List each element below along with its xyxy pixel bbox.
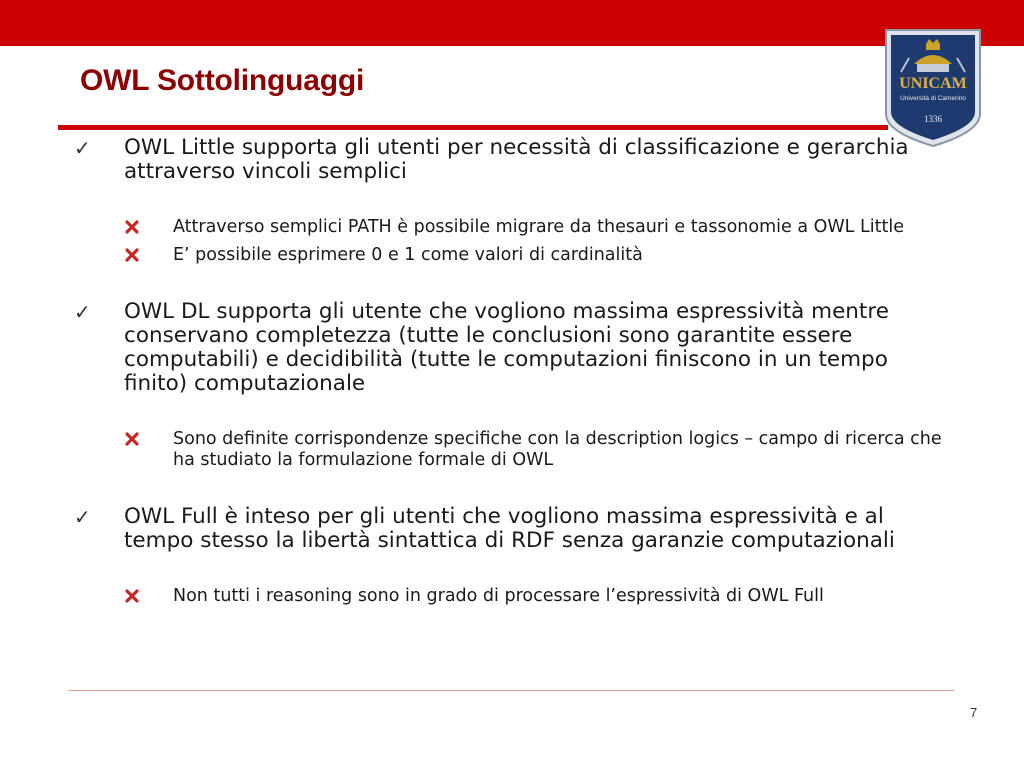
check-icon: ✓ bbox=[74, 505, 91, 529]
sub-bullet-item bbox=[72, 245, 952, 266]
sub-bullet-text: Attraverso semplici PATH è possibile migrare da thesauri e tassonomie a OWL Little bbox=[173, 217, 904, 237]
logo-year: 1336 bbox=[924, 114, 942, 124]
title-underline bbox=[58, 125, 888, 130]
check-icon: ✓ bbox=[74, 136, 91, 160]
check-icon: ✓ bbox=[74, 300, 91, 324]
cross-icon bbox=[124, 588, 140, 604]
bullet-item bbox=[72, 300, 952, 396]
top-accent-bar bbox=[0, 0, 1024, 46]
bullet-text: OWL DL supporta gli utente che vogliono massima espressività mentre conservano completezza (tutte le conclusioni sono garantite essere computabili) e decidibilità (tutte le computazioni finiscono in un tempo finito) computazionale bbox=[124, 299, 889, 396]
page-number: 7 bbox=[970, 705, 978, 720]
sub-bullet-item bbox=[72, 429, 952, 471]
sub-bullet-text: Sono definite corrispondenze specifiche con la description logics – campo di ricerca che ha studiato la formulazione formale di OWL bbox=[173, 429, 942, 470]
sub-bullet-text: E’ possibile esprimere 0 e 1 come valori di cardinalità bbox=[173, 245, 643, 265]
cross-icon bbox=[124, 431, 140, 447]
bullet-item bbox=[72, 505, 952, 553]
logo-subtitle: Università di Camerino bbox=[900, 95, 966, 102]
bullet-list bbox=[72, 136, 952, 607]
sub-bullet-text: Non tutti i reasoning sono in grado di processare l’espressività di OWL Full bbox=[173, 586, 824, 606]
sub-bullet-item bbox=[72, 217, 952, 238]
cross-icon bbox=[124, 219, 140, 235]
cross-icon bbox=[124, 247, 140, 263]
bullet-item bbox=[72, 136, 952, 184]
unicam-logo bbox=[884, 28, 982, 148]
logo-name: UNICAM bbox=[899, 75, 967, 92]
slide-title: OWL Sottolinguaggi bbox=[80, 64, 365, 97]
bullet-text: OWL Full è inteso per gli utenti che vogliono massima espressività e al tempo stesso la libertà sintattica di RDF senza garanzie computazionali bbox=[124, 504, 895, 553]
bullet-text: OWL Little supporta gli utenti per necessità di classificazione e gerarchia attraverso vincoli semplici bbox=[124, 135, 909, 184]
sub-bullet-item bbox=[72, 586, 952, 607]
footer-divider bbox=[68, 690, 954, 691]
